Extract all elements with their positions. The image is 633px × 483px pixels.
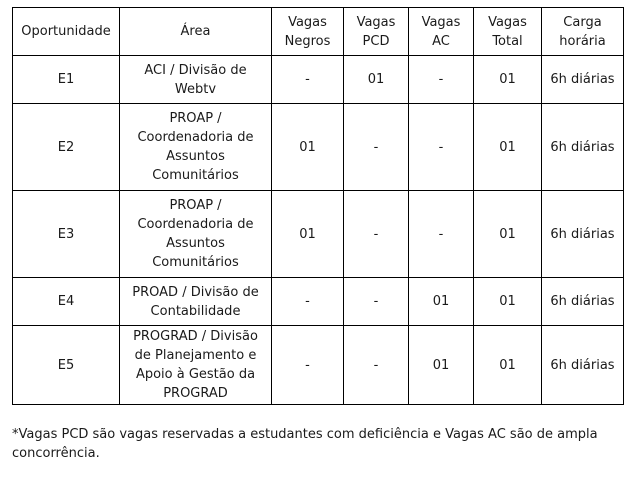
cell-carga-horaria: 6h diárias [542, 326, 624, 405]
header-carga-horaria: Carga horária [542, 8, 624, 56]
cell-vagas-pcd: - [344, 326, 409, 405]
cell-area: PROAP / Coordenadoria de Assuntos Comunitários [120, 191, 272, 278]
cell-oportunidade: E1 [13, 56, 120, 104]
cell-vagas-ac: 01 [409, 278, 474, 326]
cell-vagas-negros: 01 [272, 104, 344, 191]
cell-oportunidade: E3 [13, 191, 120, 278]
cell-carga-horaria: 6h diárias [542, 104, 624, 191]
header-oportunidade: Oportunidade [13, 8, 120, 56]
cell-oportunidade: E5 [13, 326, 120, 405]
cell-vagas-total: 01 [474, 56, 542, 104]
footnote: *Vagas PCD são vagas reservadas a estudantes com deficiência e Vagas AC são de ampla concorrência. [12, 427, 598, 461]
cell-carga-horaria: 6h diárias [542, 191, 624, 278]
cell-area: PROAP / Coordenadoria de Assuntos Comunitários [120, 104, 272, 191]
cell-area: PROGRAD / Divisão de Planejamento e Apoio à Gestão da PROGRAD [120, 326, 272, 405]
cell-vagas-pcd: - [344, 278, 409, 326]
table-row [13, 326, 624, 405]
cell-vagas-pcd: - [344, 191, 409, 278]
cell-vagas-total: 01 [474, 191, 542, 278]
header-vagas-total: Vagas Total [474, 8, 542, 56]
cell-vagas-negros: - [272, 56, 344, 104]
header-row [13, 8, 624, 56]
cell-oportunidade: E4 [13, 278, 120, 326]
cell-vagas-total: 01 [474, 326, 542, 405]
cell-vagas-total: 01 [474, 104, 542, 191]
table-row [13, 278, 624, 326]
cell-vagas-ac: - [409, 191, 474, 278]
cell-vagas-total: 01 [474, 278, 542, 326]
cell-vagas-pcd: 01 [344, 56, 409, 104]
header-vagas-ac: Vagas AC [409, 8, 474, 56]
cell-vagas-pcd: - [344, 104, 409, 191]
cell-carga-horaria: 6h diárias [542, 56, 624, 104]
cell-vagas-negros: - [272, 326, 344, 405]
cell-vagas-ac: - [409, 104, 474, 191]
table-row [13, 104, 624, 191]
cell-vagas-ac: - [409, 56, 474, 104]
header-vagas-negros: Vagas Negros [272, 8, 344, 56]
table-header [13, 8, 624, 56]
cell-vagas-negros: - [272, 278, 344, 326]
table-row [13, 56, 624, 104]
cell-carga-horaria: 6h diárias [542, 278, 624, 326]
vagas-table [12, 7, 624, 405]
header-vagas-pcd: Vagas PCD [344, 8, 409, 56]
cell-area: ACI / Divisão de Webtv [120, 56, 272, 104]
cell-vagas-negros: 01 [272, 191, 344, 278]
cell-area: PROAD / Divisão de Contabilidade [120, 278, 272, 326]
cell-vagas-ac: 01 [409, 326, 474, 405]
table-row [13, 191, 624, 278]
cell-oportunidade: E2 [13, 104, 120, 191]
table-body [13, 56, 624, 405]
header-area: Área [120, 8, 272, 56]
